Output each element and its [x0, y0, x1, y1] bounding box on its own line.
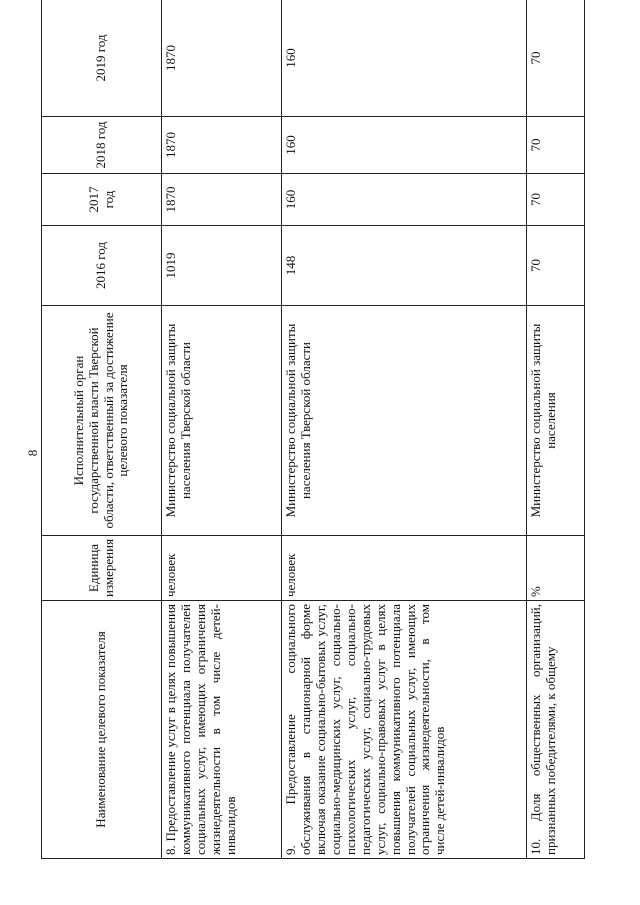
- row-8-value-2017: 1870: [162, 174, 282, 226]
- row-9-organ: Министерство социальной защиты населения Тверской области: [282, 306, 527, 536]
- row-10-value-2019: 70: [527, 0, 585, 117]
- header-year-2019: 2019 год: [42, 0, 162, 117]
- row-8-unit: человек: [162, 536, 282, 601]
- row-10-value-2016: 70: [527, 226, 585, 306]
- header-row: [42, 0, 162, 859]
- table-row: [527, 0, 585, 859]
- row-9-value-2018: 160: [282, 117, 527, 174]
- row-8-value-2018: 1870: [162, 117, 282, 174]
- header-name: Наименование целевого показателя: [42, 601, 162, 859]
- page-number: 8: [25, 449, 40, 457]
- row-8-value-2019: 1870: [162, 0, 282, 117]
- header-organ: Исполнительный орган государственной власти Тверской области, ответственный за достижение целевого показателя: [42, 306, 162, 536]
- header-year-2018: 2018 год: [42, 117, 162, 174]
- row-9-unit: человек: [282, 536, 527, 601]
- indicators-table: [41, 0, 585, 859]
- row-9-value-2019: 160: [282, 0, 527, 117]
- header-year-2016: 2016 год: [42, 226, 162, 306]
- row-8-name: 8. Предоставление услуг в целях повышения коммуникативного потенциала получателей социальных услуг, имеющих ограничения жизнедеятельности в том числе детей-инвалидов: [162, 601, 282, 859]
- header-year-2017: 2017 год: [42, 174, 162, 226]
- row-10-name: 10. Доля общественных организаций, признанных победителями, к общему: [527, 601, 585, 859]
- row-8-organ: Министерство социальной защиты населения Тверской области: [162, 306, 282, 536]
- row-9-name: 9. Предоставление социального обслуживания в стационарной форме включая оказание социально-бытовых услуг, социально-медицинских услуг, социально-психологических услуг, социально-педагогических услуг, социально-трудовых услуг, социально-правовых услуг в целях повышения коммуникативного потенциала получателей социальных услуг, имеющих ограничения жизнедеятельности, в том числе детей-инвалидов: [282, 601, 527, 859]
- header-unit: Единица измерения: [42, 536, 162, 601]
- row-10-value-2018: 70: [527, 117, 585, 174]
- row-10-unit: %: [527, 536, 585, 601]
- row-9-value-2017: 160: [282, 174, 527, 226]
- table-row: [282, 0, 527, 859]
- row-10-value-2017: 70: [527, 174, 585, 226]
- row-10-organ: Министерство социальной защиты населения: [527, 306, 585, 536]
- table-row: [162, 0, 282, 859]
- row-9-value-2016: 148: [282, 226, 527, 306]
- row-8-value-2016: 1019: [162, 226, 282, 306]
